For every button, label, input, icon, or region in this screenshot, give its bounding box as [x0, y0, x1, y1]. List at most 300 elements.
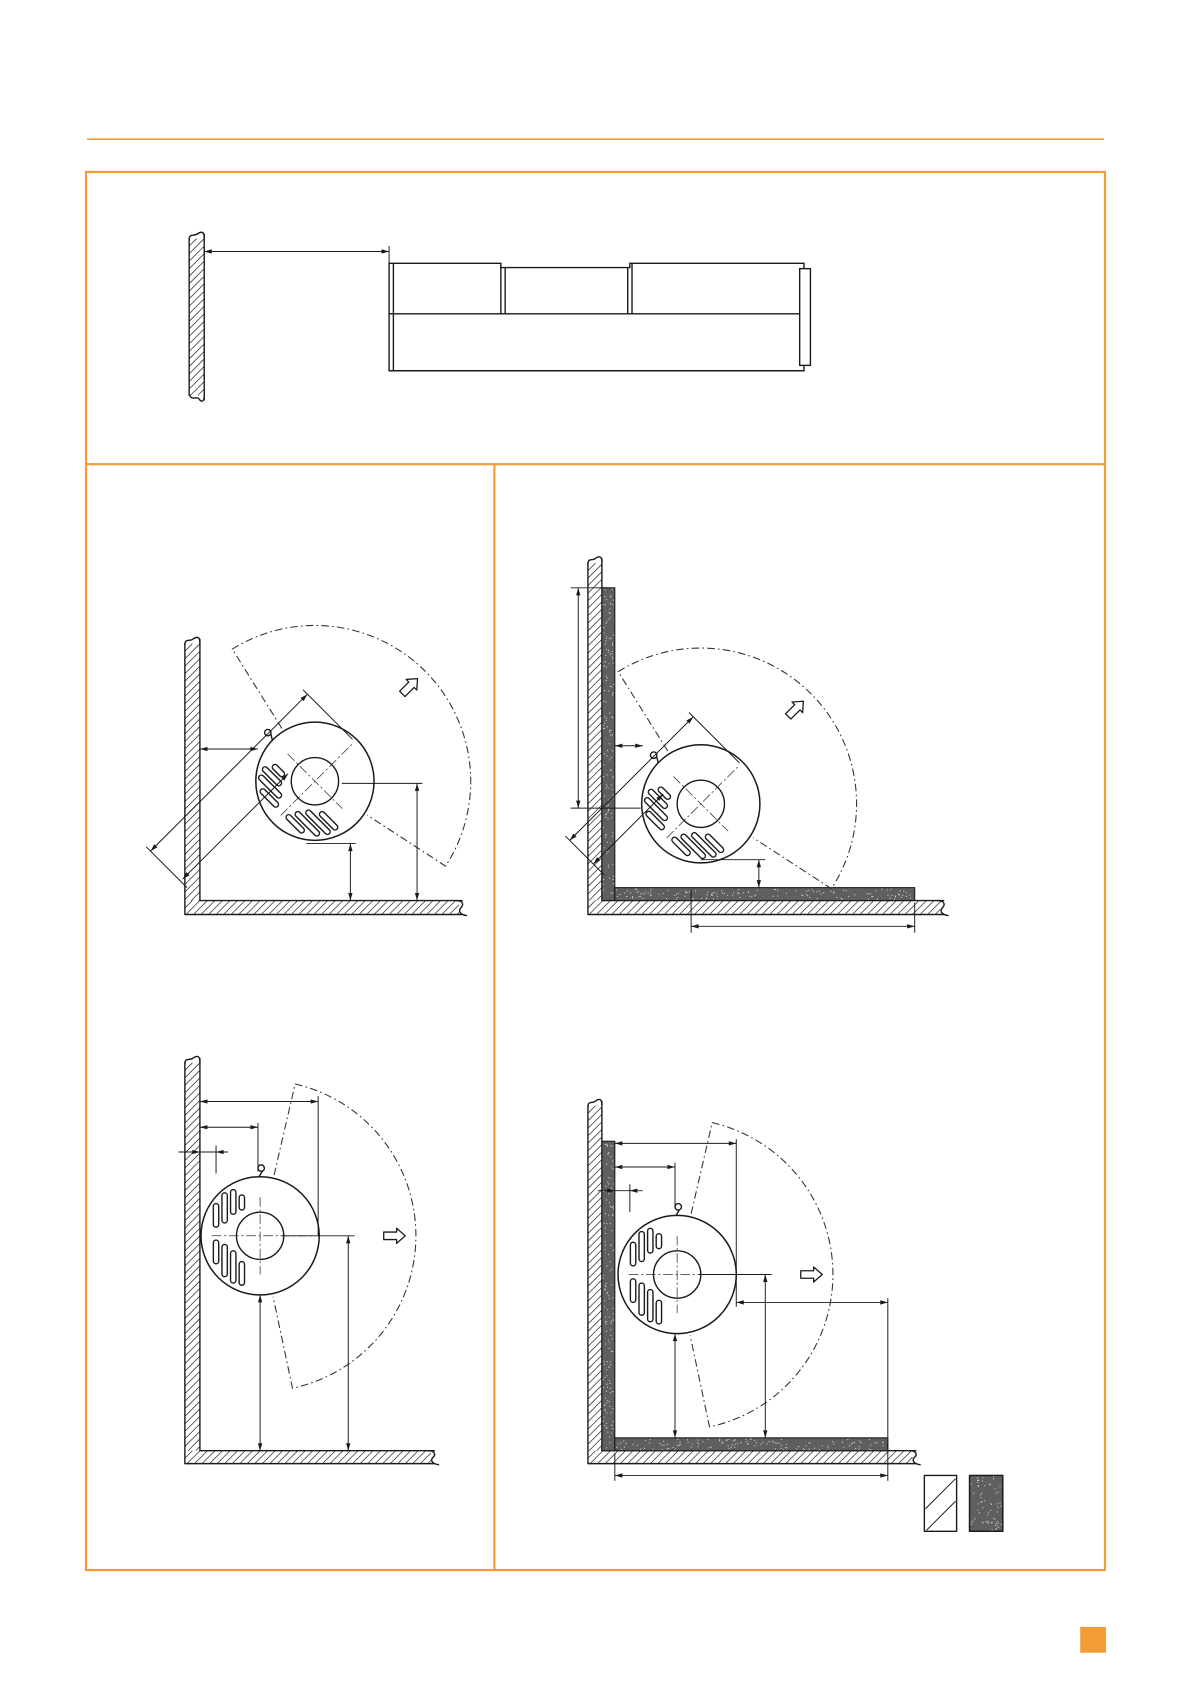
hatch-line — [185, 1386, 200, 1401]
speckle-dot — [609, 787, 610, 788]
front-direction-arrow-icon — [783, 696, 809, 722]
speckle-dot — [782, 1449, 783, 1450]
hatch-line — [756, 1451, 769, 1464]
hatch-line — [597, 901, 611, 915]
speckle-dot — [743, 892, 744, 893]
speckle-dot — [982, 1480, 983, 1481]
hatch-line — [231, 901, 245, 915]
hatch-line — [185, 1304, 200, 1319]
speckle-dot — [668, 1448, 669, 1449]
hatch-line — [588, 1385, 602, 1399]
speckle-dot — [668, 890, 669, 891]
speckle-dot — [895, 895, 896, 896]
break-line — [189, 394, 204, 401]
speckle-dot — [605, 1245, 606, 1246]
extension-line — [146, 847, 187, 888]
floor-protection-plate — [602, 1141, 615, 1450]
stove-side-view — [389, 263, 810, 370]
floor-section — [185, 901, 459, 915]
hatch-line — [202, 1451, 215, 1464]
hatch-line — [185, 734, 200, 749]
speckle-dot — [973, 1493, 974, 1494]
speckle-dot — [607, 1293, 608, 1294]
break-line — [588, 557, 602, 564]
speckle-dot — [997, 1503, 998, 1504]
hatch-line — [588, 1317, 602, 1331]
speckle-dot — [613, 1320, 614, 1321]
speckle-dot — [610, 1261, 611, 1262]
speckle-dot — [603, 665, 604, 666]
speckle-dot — [605, 834, 606, 835]
hatch-line — [589, 888, 602, 901]
speckle-dot — [610, 1335, 611, 1336]
hatch-line — [588, 1182, 602, 1196]
speckle-dot — [608, 1177, 609, 1178]
panel-side-view — [189, 232, 810, 401]
speckle-dot — [605, 814, 606, 815]
hatch-line — [368, 1451, 381, 1464]
hatch-line — [816, 1451, 829, 1464]
speckle-dot — [804, 1449, 805, 1450]
speckle-dot — [649, 1439, 650, 1440]
speckle-dot — [610, 1329, 611, 1330]
speckle-dot — [604, 1377, 605, 1378]
hatch-line — [882, 901, 896, 915]
hatch-line — [185, 666, 200, 681]
hatch-line — [367, 901, 381, 915]
hatch-line — [588, 1408, 602, 1422]
hatch-line — [807, 901, 821, 915]
speckle-dot — [607, 1361, 608, 1362]
speckle-dot — [977, 1477, 978, 1478]
speckle-dot — [781, 1445, 782, 1446]
speckle-dot — [609, 1316, 610, 1317]
panel-corner-clearance-floor-protection — [552, 557, 948, 954]
speckle-dot — [608, 851, 609, 852]
hatch-line — [185, 1258, 200, 1273]
hatch-line — [185, 1296, 200, 1311]
speckle-dot — [612, 653, 613, 654]
speckle-dot — [612, 1428, 613, 1429]
hatch-line — [604, 901, 618, 915]
hatch-line — [185, 1198, 200, 1213]
page-number-box — [1080, 1627, 1106, 1653]
speckle-dot — [609, 1406, 610, 1407]
dimension-line — [178, 1150, 227, 1154]
hatch-line — [588, 1393, 602, 1407]
speckle-dot — [610, 638, 611, 639]
speckle-dot — [750, 1439, 751, 1440]
hatch-line — [185, 764, 200, 779]
speckle-dot — [830, 891, 831, 892]
speckle-dot — [990, 1503, 991, 1504]
speckle-dot — [990, 1484, 991, 1485]
hatch-line — [634, 901, 648, 915]
hatch-line — [852, 901, 866, 915]
hatch-line — [185, 869, 200, 884]
speckle-dot — [612, 658, 613, 659]
speckle-dot — [610, 1392, 611, 1393]
hatch-line — [307, 1451, 320, 1464]
dimension-line — [615, 1141, 736, 1145]
speckle-dot — [608, 690, 609, 691]
hatch-line — [664, 901, 678, 915]
floor-protection-fill — [615, 1438, 888, 1451]
hatch-line — [292, 1451, 305, 1464]
speckle-dot — [972, 1521, 973, 1522]
speckle-dot — [603, 701, 604, 702]
hatch-line — [588, 677, 602, 691]
speckle-dot — [735, 1444, 736, 1445]
speckle-dot — [609, 1380, 610, 1381]
hatch-line — [588, 1257, 602, 1271]
hatch-line — [778, 1451, 791, 1464]
hatch-line — [642, 901, 656, 915]
panel-wall-clearance — [178, 1056, 438, 1464]
speckle-dot — [606, 1447, 607, 1448]
speckle-dot — [674, 895, 675, 896]
hatch-line — [588, 700, 602, 714]
hatch-line — [710, 1451, 723, 1464]
dimension-arrowhead — [736, 1300, 744, 1304]
speckle-dot — [605, 1321, 606, 1322]
speckle-dot — [981, 1493, 982, 1494]
hatch-line — [935, 909, 940, 914]
speckle-dot — [606, 1391, 607, 1392]
speckle-dot — [796, 890, 797, 891]
speckle-dot — [623, 1440, 624, 1441]
speckle-dot — [849, 1445, 850, 1446]
hatch-line — [891, 1451, 904, 1464]
speckle-dot — [666, 898, 667, 899]
dimension-arrowhead — [250, 1125, 258, 1129]
speckle-dot — [721, 890, 722, 891]
speckle-dot — [604, 1409, 605, 1410]
speckle-dot — [866, 893, 867, 894]
speckle-dot — [606, 636, 607, 637]
dimension-arrowhead — [576, 588, 580, 596]
hatch-line — [449, 905, 459, 915]
speckle-dot — [612, 864, 613, 865]
hatch-line — [185, 1311, 200, 1326]
speckle-dot — [988, 1512, 989, 1513]
speckle-dot — [806, 891, 807, 892]
break-line — [588, 1099, 602, 1106]
hatch-line — [185, 749, 200, 764]
speckle-dot — [605, 1323, 606, 1324]
hatch-line — [185, 741, 200, 756]
hatch-line — [627, 901, 641, 915]
speckle-dot — [612, 1408, 613, 1409]
speckle-dot — [737, 1443, 738, 1444]
speckle-dot — [854, 894, 855, 895]
speckle-dot — [612, 692, 613, 693]
speckle-dot — [775, 1442, 776, 1443]
hatch-line — [739, 901, 753, 915]
speckle-dot — [733, 892, 734, 893]
speckle-dot — [606, 1375, 607, 1376]
dimension-arrowhead — [763, 1430, 767, 1438]
hatch-line — [185, 1409, 200, 1424]
speckle-dot — [607, 750, 608, 751]
hatch-line — [189, 306, 204, 321]
hatch-line — [588, 843, 602, 857]
speckle-dot — [999, 1502, 1000, 1503]
speckle-dot — [610, 1178, 611, 1179]
hatch-line — [588, 1325, 602, 1339]
speckle-dot — [610, 842, 611, 843]
speckle-dot — [810, 1442, 811, 1443]
speckle-dot — [611, 1351, 612, 1352]
dimension-line — [346, 1236, 350, 1451]
hatch-line — [588, 617, 602, 631]
speckle-dot — [612, 1338, 613, 1339]
speckle-dot — [607, 818, 608, 819]
hatch-line — [702, 901, 716, 915]
hatch-line — [588, 1423, 602, 1437]
speckle-dot — [611, 1284, 612, 1285]
dimension-arrowhead — [200, 1125, 208, 1129]
speckle-dot — [971, 1484, 972, 1485]
speckle-dot — [604, 723, 605, 724]
speckle-dot — [604, 753, 605, 754]
speckle-dot — [737, 893, 738, 894]
speckle-dot — [616, 889, 617, 890]
speckle-dot — [711, 895, 712, 896]
hatch-line — [185, 839, 200, 854]
speckle-dot — [605, 817, 606, 818]
speckle-dot — [819, 891, 820, 892]
hatch-line — [694, 901, 708, 915]
speckle-dot — [977, 1510, 978, 1511]
hatch-line — [189, 351, 204, 366]
speckle-dot — [724, 893, 725, 894]
speckle-dot — [713, 898, 714, 899]
speckle-dot — [608, 1153, 609, 1154]
hatch-line — [588, 1190, 602, 1204]
dimension-arrowhead — [346, 1236, 350, 1244]
hatch-line — [748, 1451, 761, 1464]
speckle-dot — [610, 1223, 611, 1224]
speckle-dot — [609, 730, 610, 731]
hatch-line — [413, 1451, 426, 1464]
speckle-dot — [604, 1361, 605, 1362]
speckle-dot — [998, 1523, 999, 1524]
speckle-dot — [731, 1444, 732, 1445]
hatch-line — [588, 1415, 602, 1429]
hatch-line — [588, 685, 602, 699]
speckle-dot — [706, 898, 707, 899]
speckle-dot — [611, 784, 612, 785]
hatch-line — [770, 901, 784, 915]
hatch-line — [635, 1451, 648, 1464]
speckle-dot — [998, 1527, 999, 1528]
hatch-line — [185, 809, 200, 824]
hatch-line — [831, 1451, 844, 1464]
speckle-dot — [636, 889, 637, 890]
hatch-line — [185, 651, 200, 666]
hatch-line — [588, 594, 602, 608]
hatch-line — [588, 654, 602, 668]
speckle-dot — [860, 1442, 861, 1443]
hatch-line — [185, 1394, 200, 1409]
hatch-line — [815, 901, 829, 915]
speckle-dot — [609, 732, 610, 733]
speckle-dot — [635, 889, 636, 890]
hatch-line — [217, 1451, 230, 1464]
hatch-line — [588, 1227, 602, 1241]
hatch-line — [185, 1093, 200, 1108]
hatch-line — [597, 895, 602, 900]
dimension-arrowhead — [382, 249, 390, 253]
dimension-arrowhead — [615, 744, 623, 748]
hatch-line — [185, 1063, 200, 1078]
dimension-arrowhead — [200, 747, 208, 751]
speckle-dot — [621, 1449, 622, 1450]
hatch-line — [193, 901, 207, 915]
speckle-dot — [698, 1446, 699, 1447]
speckle-dot — [749, 896, 750, 897]
speckle-dot — [603, 1387, 604, 1388]
speckle-dot — [854, 1442, 855, 1443]
speckle-dot — [980, 1497, 981, 1498]
hatch-line — [185, 1115, 200, 1130]
dimension-arrowhead — [757, 860, 761, 868]
speckle-dot — [612, 832, 613, 833]
speckle-dot — [610, 1205, 611, 1206]
dimension-line — [200, 747, 258, 751]
speckle-dot — [901, 897, 902, 898]
speckle-dot — [672, 1447, 673, 1448]
hatch-line — [189, 291, 204, 306]
dimension-arrowhead — [415, 783, 419, 791]
speckle-dot — [613, 1421, 614, 1422]
speckle-dot — [812, 889, 813, 890]
speckle-dot — [732, 895, 733, 896]
hatch-line — [360, 1451, 373, 1464]
hatch-line — [588, 1107, 602, 1121]
hatch-line — [269, 901, 283, 915]
speckle-dot — [606, 1199, 607, 1200]
hatch-line — [649, 901, 663, 915]
hatch-line — [185, 674, 200, 689]
hatch-line — [724, 901, 738, 915]
speckle-dot — [898, 894, 899, 895]
speckle-dot — [679, 1445, 680, 1446]
speckle-dot — [685, 891, 686, 892]
hatch-line — [703, 1451, 716, 1464]
hatch-line — [276, 901, 290, 915]
speckle-dot — [701, 898, 702, 899]
speckle-dot — [609, 1298, 610, 1299]
hatch-line — [588, 1265, 602, 1279]
speckle-dot — [605, 1289, 606, 1290]
speckle-dot — [617, 1443, 618, 1444]
front-direction-arrow-icon — [397, 673, 423, 699]
speckle-dot — [606, 675, 607, 676]
hatch-line — [875, 901, 889, 915]
hatch-line — [185, 659, 200, 674]
hatch-line — [224, 901, 238, 915]
hatch-line — [185, 1078, 200, 1093]
speckle-dot — [607, 677, 608, 678]
speckle-dot — [978, 1480, 979, 1481]
speckle-dot — [971, 1521, 972, 1522]
speckle-dot — [607, 755, 608, 756]
speckle-dot — [796, 1449, 797, 1450]
speckle-dot — [613, 1313, 614, 1314]
hatch-line — [793, 1451, 806, 1464]
speckle-dot — [603, 604, 604, 605]
hatch-line — [588, 805, 602, 819]
hatch-line — [709, 901, 723, 915]
speckle-dot — [606, 784, 607, 785]
speckle-dot — [971, 1524, 972, 1525]
speckle-dot — [693, 898, 694, 899]
speckle-dot — [698, 1443, 699, 1444]
speckle-dot — [798, 1446, 799, 1447]
hatch-line — [673, 1451, 686, 1464]
hatch-line — [588, 1363, 602, 1377]
speckle-dot — [603, 883, 604, 884]
hatch-line — [588, 1287, 602, 1301]
hatch-line — [588, 1175, 602, 1189]
speckle-dot — [988, 1521, 989, 1522]
speckle-dot — [814, 1448, 815, 1449]
speckle-dot — [603, 879, 604, 880]
hatch-line — [884, 1451, 897, 1464]
speckle-dot — [870, 1444, 871, 1445]
hatch-line — [185, 884, 200, 899]
speckle-dot — [659, 894, 660, 895]
hatch-line — [185, 1341, 200, 1356]
speckle-dot — [606, 1369, 607, 1370]
speckle-dot — [805, 1445, 806, 1446]
hatch-line — [189, 374, 204, 389]
hatch-line — [412, 901, 426, 915]
hatch-line — [254, 901, 268, 915]
speckle-dot — [679, 1442, 680, 1443]
speckle-dot — [602, 1277, 603, 1278]
dimension-arrowhead — [763, 1274, 767, 1282]
speckle-dot — [877, 1442, 878, 1443]
speckle-dot — [1000, 1505, 1001, 1506]
hatch-line — [185, 726, 200, 741]
wall-section — [185, 644, 200, 901]
hatch-line — [185, 1281, 200, 1296]
break-line — [909, 1451, 920, 1465]
speckle-dot — [603, 776, 604, 777]
hatch-line — [185, 824, 200, 839]
speckle-dot — [608, 867, 609, 868]
speckle-dot — [642, 898, 643, 899]
hatch-line — [588, 1272, 602, 1286]
speckle-dot — [603, 1275, 604, 1276]
hatch-line — [588, 1451, 596, 1459]
hatch-line — [277, 1451, 290, 1464]
front-direction-arrow-icon — [801, 1267, 822, 1282]
speckle-dot — [645, 891, 646, 892]
speckle-dot — [816, 891, 817, 892]
speckle-dot — [606, 667, 607, 668]
hatch-line — [688, 1451, 701, 1464]
speckle-dot — [610, 1270, 611, 1271]
speckle-dot — [603, 1223, 604, 1224]
hatch-line — [905, 901, 919, 915]
hatch-line — [185, 847, 200, 862]
hatch-line — [187, 1451, 200, 1464]
hatch-line — [185, 1191, 200, 1206]
